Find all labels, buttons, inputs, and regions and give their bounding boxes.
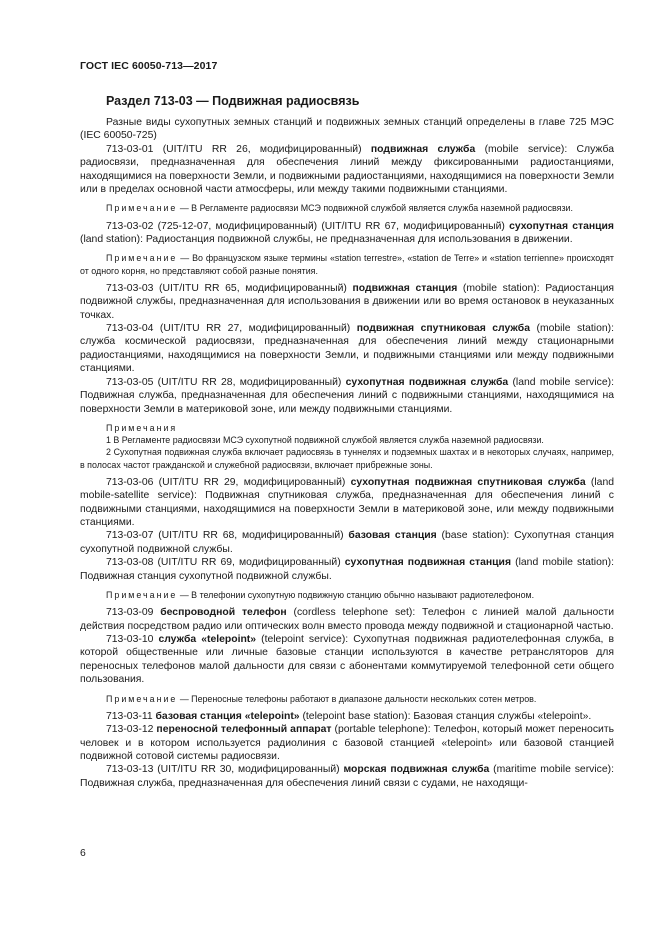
note: Примечание — Во французском языке термины «station terrestre», «station de Terre» и «station terrienne» происходят от одного корня, но представляют собой разные понятия.: [80, 253, 614, 276]
document-header: ГОСТ IEC 60050-713—2017: [80, 60, 218, 72]
entry-713-03-09: 713-03-09 беспроводной телефон (cordless telephone set): Телефон с линией малой дальности действия посредством радио или оптических волн вместо провода между подвижной и стационарной частью.: [80, 607, 615, 632]
notes-heading: Примечания: [106, 422, 178, 433]
note: Примечание — В телефонии сухопутную подвижную станцию обычно называют радиотелефоном.: [106, 589, 535, 600]
term: сухопутная подвижная спутниковая служба: [350, 476, 586, 488]
term: сухопутная подвижная служба: [345, 376, 509, 388]
entry-713-03-03: 713-03-03 (UIT/ITU RR 65, модифицированный) подвижная станция (mobile station): Радиостанция подвижной службы, предназначенная для использования в движении или во время остановок в неуказанных точках.: [80, 282, 615, 321]
term: подвижная служба: [370, 143, 476, 155]
entry-713-03-02: 713-03-02 (725-12-07, модифицированный) (UIT/ITU RR 67, модифицированный) сухопутная станция (land station): Радиостанция подвижной службы, не предназначенная для использования в движении.: [80, 220, 614, 246]
term: базовая станция: [348, 530, 437, 542]
note-item-1: 1 В Регламенте радиосвязи МСЭ сухопутной подвижной службой является служба наземной радиосвязи.: [106, 435, 544, 446]
section-title: Раздел 713-03 — Подвижная радиосвязь: [106, 94, 360, 108]
term: сухопутная подвижная станция: [344, 557, 512, 569]
entry-713-03-12: 713-03-12 переносной телефонный аппарат (portable telephone): Телефон, который может переносить человек и в котором используется радиолиния с базовой станцией «telepoint» или базовой станцией подвижной сотовой системы радиосвязи.: [80, 724, 614, 763]
entry-713-03-05: 713-03-05 (UIT/ITU RR 28, модифицированный) сухопутная подвижная служба (land mobile service): Подвижная служба, предназначенная для обеспечения линий с подвижными станциями, находящимися на поверхности Земли в материковой зоне, или между подвижными станциями.: [80, 376, 614, 415]
entry-713-03-04: 713-03-04 (UIT/ITU RR 27, модифицированный) подвижная спутниковая служба (mobile station): служба космической радиосвязи, предназначенная для обеспечения линий между стационарными радиостанциями, находящимися на поверхности Земли, и подвижными станциями или между подвижными станциями.: [80, 323, 615, 375]
entry-713-03-11: 713-03-11 базовая станция «telepoint» (telepoint base station): Базовая станция службы «telepoint».: [106, 710, 592, 722]
term: морская подвижная служба: [343, 764, 490, 776]
note-item-2: 2 Сухопутная подвижная служба включает радиосвязь в туннелях и подземных шахтах и в некоторых случаях, например, в полосах частот гражданской и служебной радиосвязи, включает прибрежные зоны.: [80, 447, 614, 470]
page-number: 6: [80, 848, 86, 859]
term: беспроводной телефон: [160, 607, 287, 619]
term: подвижная спутниковая служба: [356, 323, 530, 335]
intro-paragraph: Разные виды сухопутных земных станций и подвижных земных станций определены в главе 725 МЭС (IEC 60050-725): [80, 117, 614, 142]
entry-713-03-01: 713-03-01 (UIT/ITU RR 26, модифицированный) подвижная служба (mobile service): Служба радиосвязи, предназначенная для обеспечения линий между фиксированными радиостанциями, находящимися на поверхности Земли, и подвижными радиостанциями, находящимися на поверхности Земли или в пределах основной части атмосферы, или между такими подвижными станциями.: [80, 143, 614, 196]
entry-713-03-06: 713-03-06 (UIT/ITU RR 29, модифицированный) сухопутная подвижная спутниковая служба (land mobile-satellite service): Подвижная спутниковая служба, предназначенная для обеспечения линий с подвижными станциями, находящимися на поверхности Земли в материковой зоне, или между подвижными станциями.: [80, 476, 614, 528]
term: подвижная станция: [352, 282, 458, 294]
document-body: [80, 116, 614, 790]
entry-713-03-10: 713-03-10 служба «telepoint» (telepoint service): Сухопутная подвижная радиотелефонная служба, в которой общественные или личные базовые станции используются в качестве ретрансляторов для переносных телефонов малой дальности для связи с абонентами коммутируемой телефонной сети общего пользования.: [80, 634, 615, 686]
note: Примечание — В Регламенте радиосвязи МСЭ подвижной службой является служба наземной радиосвязи.: [106, 203, 573, 214]
term: базовая станция «telepoint»: [155, 710, 300, 722]
note: Примечание — Переносные телефоны работают в диапазоне дальности нескольких сотен метров.: [106, 693, 537, 704]
entry-713-03-08: 713-03-08 (UIT/ITU RR 69, модифицированный) сухопутная подвижная станция (land mobile station): Подвижная станция сухопутной подвижной службы.: [80, 557, 614, 582]
term: переносной телефонный аппарат: [156, 724, 332, 736]
entry-713-03-13: 713-03-13 (UIT/ITU RR 30, модифицированный) морская подвижная служба (maritime mobile service): Подвижная служба, предназначенная для обеспечения линий связи с судами, не находящи-: [80, 764, 614, 789]
entry-713-03-07: 713-03-07 (UIT/ITU RR 68, модифицированный) базовая станция (base station): Сухопутная станция сухопутной подвижной службы.: [80, 530, 614, 555]
term: служба «telepoint»: [158, 634, 257, 645]
term: сухопутная станция: [509, 220, 614, 232]
